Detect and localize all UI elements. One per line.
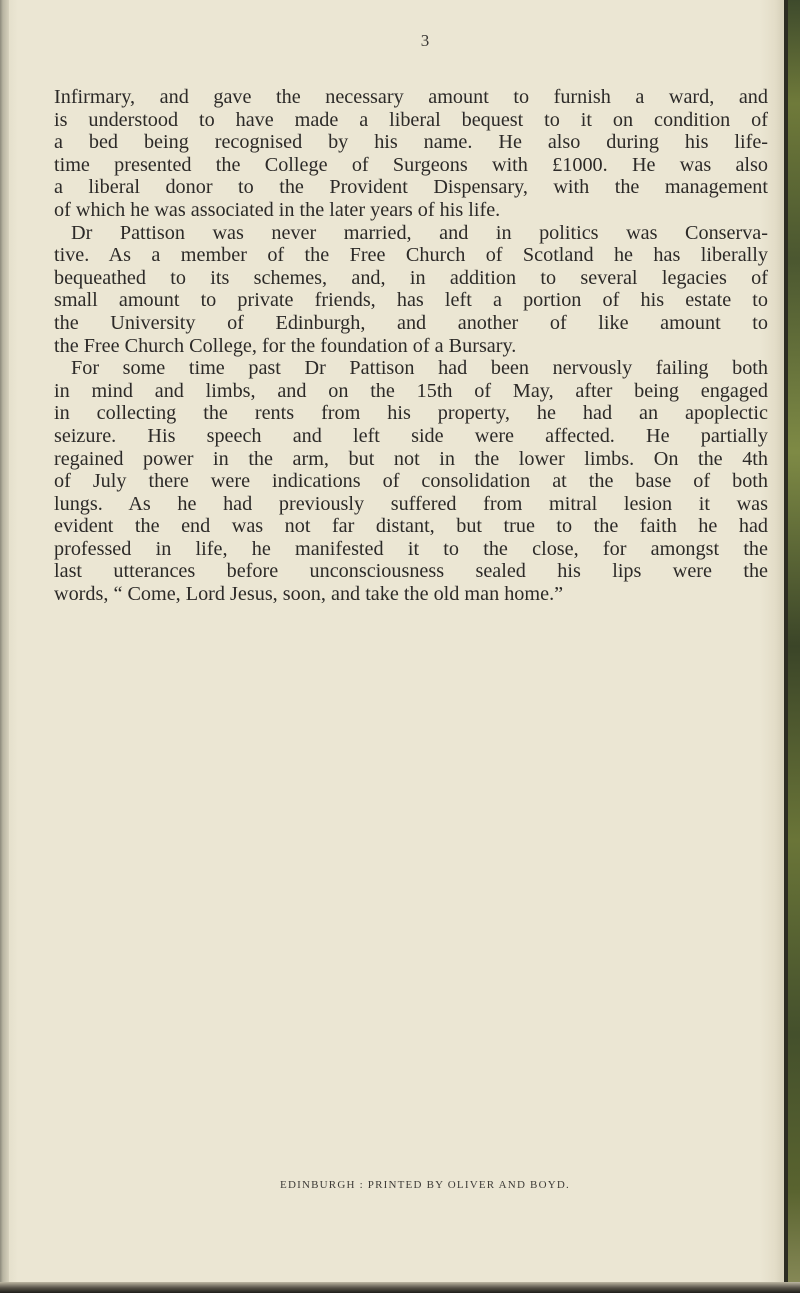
text-line: words, “ Come, Lord Jesus, soon, and take the old man home.” (54, 583, 564, 606)
page-bottom-shadow (0, 1282, 800, 1293)
text-line: last utterances before unconsciousness sealed his lips were the (54, 560, 768, 583)
text-line: of which he was associated in the later years of his life. (54, 198, 501, 221)
text-line: of July there were indications of consolidation at the base of both (54, 470, 768, 493)
text-line: evident the end was not far distant, but true to the faith he had (54, 515, 768, 538)
text-line: For some time past Dr Pattison had been nervously failing both (71, 357, 768, 380)
text-line: the University of Edinburgh, and another of like amount to (54, 311, 768, 334)
book-cover-edge (784, 0, 800, 1293)
text-line: lungs. As he had previously suffered from mitral lesion it was (54, 492, 768, 515)
text-line: in mind and limbs, and on the 15th of May, after being engaged (54, 379, 768, 402)
text-line: the Free Church College, for the foundation of a Bursary. (54, 334, 517, 357)
text-line: time presented the College of Surgeons with £1000. He was also (54, 153, 768, 176)
page-gutter-edge (0, 0, 9, 1293)
text-line: seizure. His speech and left side were affected. He partially (54, 424, 768, 447)
paragraph (54, 222, 768, 358)
text-line: Dr Pattison was never married, and in politics was Conserva- (71, 221, 768, 244)
text-line: small amount to private friends, has left a portion of his estate to (54, 289, 768, 312)
text-line: a liberal donor to the Provident Dispensary, with the management (54, 176, 768, 199)
printer-imprint: EDINBURGH : PRINTED BY OLIVER AND BOYD. (280, 1179, 570, 1191)
text-line: in collecting the rents from his property, he had an apoplectic (54, 402, 768, 425)
paragraph (54, 357, 768, 606)
text-line: is understood to have made a liberal bequest to it on condition of (54, 108, 768, 131)
body-text (54, 86, 768, 606)
text-line: Infirmary, and gave the necessary amount to furnish a ward, and (54, 86, 768, 108)
page-number: 3 (420, 31, 430, 50)
text-line: professed in life, he manifested it to the close, for amongst the (54, 537, 768, 560)
text-line: a bed being recognised by his name. He also during his life- (54, 131, 768, 154)
text-line: regained power in the arm, but not in the lower limbs. On the 4th (54, 447, 768, 470)
text-line: tive. As a member of the Free Church of Scotland he has liberally (54, 244, 768, 267)
paragraph (54, 86, 768, 222)
text-line: bequeathed to its schemes, and, in addition to several legacies of (54, 266, 768, 289)
